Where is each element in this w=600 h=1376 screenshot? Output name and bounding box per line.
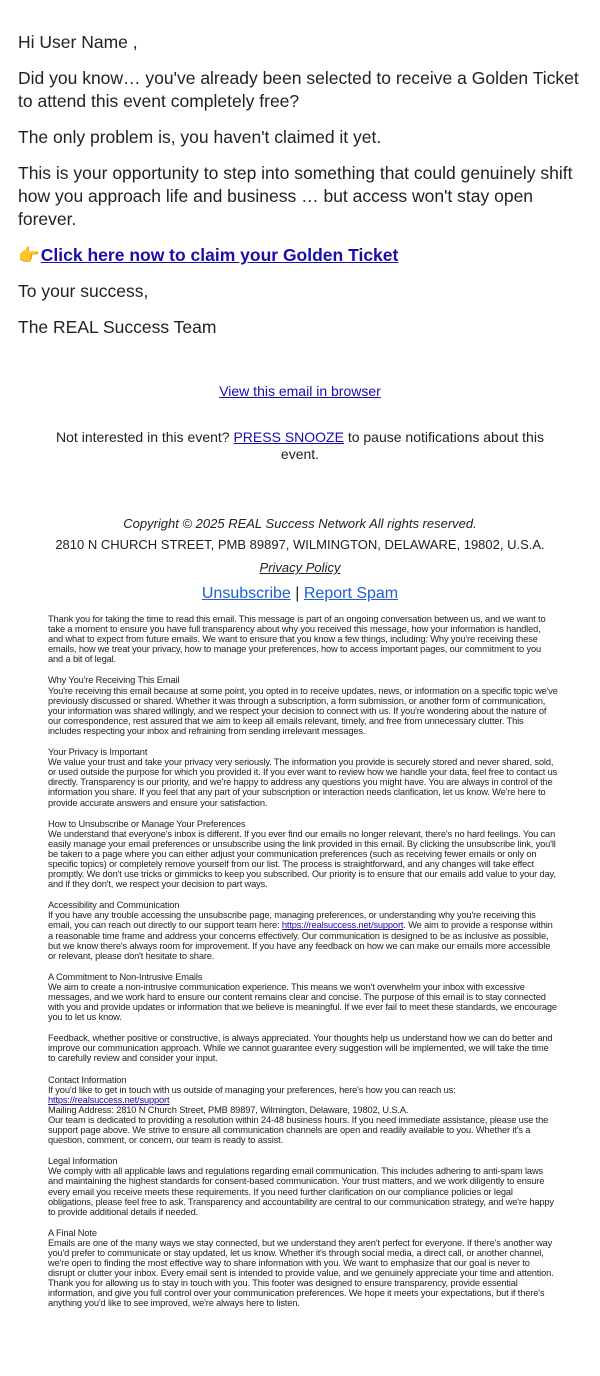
unsubscribe-link[interactable]: Unsubscribe [201,585,291,602]
view-in-browser-link[interactable]: View this email in browser [219,383,381,399]
section-heading: Accessibility and Communication [48,900,180,911]
footer-intro: Thank you for taking the time to read this email. This message is part of an ongoing conversation between us, and we want to take a moment to ensure you have full transparency about why you received this message, how your information is handled, and what to expect from future emails. We want to ensure that you know a few things, including: Why you're receiving these emails, how we treat your privacy, how to manage your preferences, how to access important pages, our commitment to you and a bit of legal. [48,614,546,665]
footer-section-final [48,1228,558,1309]
link-separator: | [290,585,304,602]
footer-section-privacy [48,747,558,808]
section-heading: Contact Information [48,1074,127,1085]
section-body: You're receiving this email because at some point, you opted in to receive updates, news, or information on a specific topic we've previously discussed or shared. Whether it was through a subscription, a form submission, or another form of communication, your information was shared willingly, and we respect your decision to connect with us. If you're wondering about the nature of our correspondence, rest assured that we aim to keep all emails relevant, timely, and free from unnecessary clutter. This includes respecting your inbox and refraining from sending irrelevant messages. [48,685,558,736]
privacy-policy-link[interactable]: Privacy Policy [259,560,341,575]
section-heading: Legal Information [48,1156,118,1167]
report-spam-link[interactable]: Report Spam [303,585,399,602]
cta-row [18,244,582,267]
footer-section-accessibility [48,900,558,961]
footer-section-legal [48,1156,558,1217]
section-heading: How to Unsubscribe or Manage Your Preferences [48,818,246,829]
section-heading: Why You're Receiving This Email [48,675,180,686]
section-body-cont: Our team is dedicated to providing a resolution within 24-48 business hours. If you need immediate assistance, please use the support page above. We strive to ensure all communication channels are open and readily available to you. Whether it's a question, comment, or concern, our team is ready to assist. [48,1114,549,1146]
press-snooze-link[interactable]: PRESS SNOOZE [233,429,344,445]
contact-support-link[interactable]: https://realsuccess.net/support [48,1094,170,1105]
section-heading: Your Privacy is Important [48,747,148,758]
copyright: Copyright © 2025 REAL Success Network All rights reserved. [123,516,477,531]
snooze-notice [40,429,560,463]
footer-section-contact [48,1075,558,1146]
snooze-text-before: Not interested in this event? [56,429,234,445]
section-body: If you have any trouble accessing the unsubscribe page, managing preferences, or understanding why you're receiving this email, you can reach out directly to our support team here: [48,910,536,931]
signoff: To your success, [18,281,149,301]
section-body-cont: . We aim to provide a response within a reasonable time frame and address your concerns effectively. Our communication is designed to be as inclusive as possible, but we know there's always room for improvement. If you have any feedback on how we can make our emails more accessible or relevant, please don't hesitate to share. [48,920,553,961]
legal-footer [48,614,558,1309]
section-body: We understand that everyone's inbox is different. If you ever find our emails no longer relevant, there's no hard feelings. You can easily manage your email preferences or unsubscribe using the link provided in this email. By clicking the unsubscribe link, you'll be taken to a page where you can either adjust your communication preferences (such as receiving fewer emails or only on specific topics) or completely remove yourself from our list. The process is straightforward, and any changes will take effect promptly. We don't use tricks or gimmicks to keep you subscribed. Our priority is to ensure that our emails add value to your day, and if they don't, we respect your decision to part ways. [48,828,556,890]
section-heading: A Final Note [48,1227,97,1238]
unsubscribe-row [0,585,600,603]
mailing-address: Mailing Address: 2810 N Church Street, PMB 89897, Wilmington, Delaware, 19802, U.S.A. [48,1104,409,1115]
opportunity-paragraph: This is your opportunity to step into something that could genuinely shift how you approach life and business … but access won't stay open forever. [18,163,573,229]
section-body: Emails are one of the many ways we stay connected, but we understand they aren't perfect for everyone. If there's another way you'd prefer to communicate or stay updated, let us know. Whether it's through social media, a direct call, or another channel, we're open to finding the most effective way to share information with you. We want to emphasize that our goal is never to disrupt or clutter your inbox. Every email sent is intended to provide value, and we genuinely appreciate your time and attention. Thank you for allowing us to stay in touch with you. This footer was designed to ensure transparency, provide essential information, and give you full control over your communication preferences. We hope it meets your expectations, but if there's anything you'd like to see improved, we're always here to listen. [48,1237,554,1309]
section-body: We aim to create a non-intrusive communication experience. This means we won't overwhelm your inbox with excessive messages, and we work hard to ensure our content remains clear and concise. The purpose of this email is to stay connected with you and provide updates or information that we believe is meaningful. If we ever fail to meet these standards, we encourage you to let us know. [48,981,557,1023]
team-signature: The REAL Success Team [18,317,217,337]
section-heading: A Commitment to Non-Intrusive Emails [48,971,203,982]
pointing-hand-icon: 👉 [18,245,40,265]
support-link[interactable]: https://realsuccess.net/support [281,920,404,931]
footer-section-why [48,675,558,736]
intro-paragraph: Did you know… you've already been selected to receive a Golden Ticket to attend this event completely free? [18,68,579,111]
greeting: Hi User Name , [18,32,138,52]
view-in-browser-row [0,383,600,399]
snooze-text-after: to pause notifications about this event. [280,429,544,462]
footer-section-feedback: Feedback, whether positive or constructive, is always appreciated. Your thoughts help us understand how we can do better and improve our communication approach. While we cannot guarantee every suggestion will be implemented, we will take the time to carefully review and consider your input. [48,1033,553,1064]
section-body: If you'd like to get in touch with us outside of managing your preferences, here's how you can reach us: [48,1084,456,1095]
email-body [0,0,600,339]
section-body: We value your trust and take your privacy very seriously. The information you provide is securely stored and never shared, sold, or used outside the purpose for which you provided it. If you ever want to review how we handle your data, feel free to contact us directly. Transparency is our priority, and we're happy to address any questions you might have. You are always in control of the information you share. If you feel that any part of your subscription or interaction needs clarification, let us know. We're here to provide accurate answers and ensure your satisfaction. [48,757,558,808]
section-body: We comply with all applicable laws and regulations regarding email communication. This includes adhering to anti-spam laws and maintaining the highest standards for consent-based communication. Your trust matters, and we work diligently to ensure every email you receive meets these requirements. If you need further clarification on our compliance policies or legal obligations, please feel free to ask. Transparency and accountability are central to our communication strategy, and we're happy to provide additional details if needed. [48,1166,554,1217]
problem-paragraph: The only problem is, you haven't claimed it yet. [18,127,382,147]
footer-section-commitment [48,972,558,1022]
postal-address: 2810 N CHURCH STREET, PMB 89897, WILMINGTON, DELAWARE, 19802, U.S.A. [55,537,545,552]
privacy-policy-row [0,560,600,575]
footer-section-unsubscribe [48,819,558,890]
claim-golden-ticket-link[interactable]: Click here now to claim your Golden Ticket [40,245,399,265]
